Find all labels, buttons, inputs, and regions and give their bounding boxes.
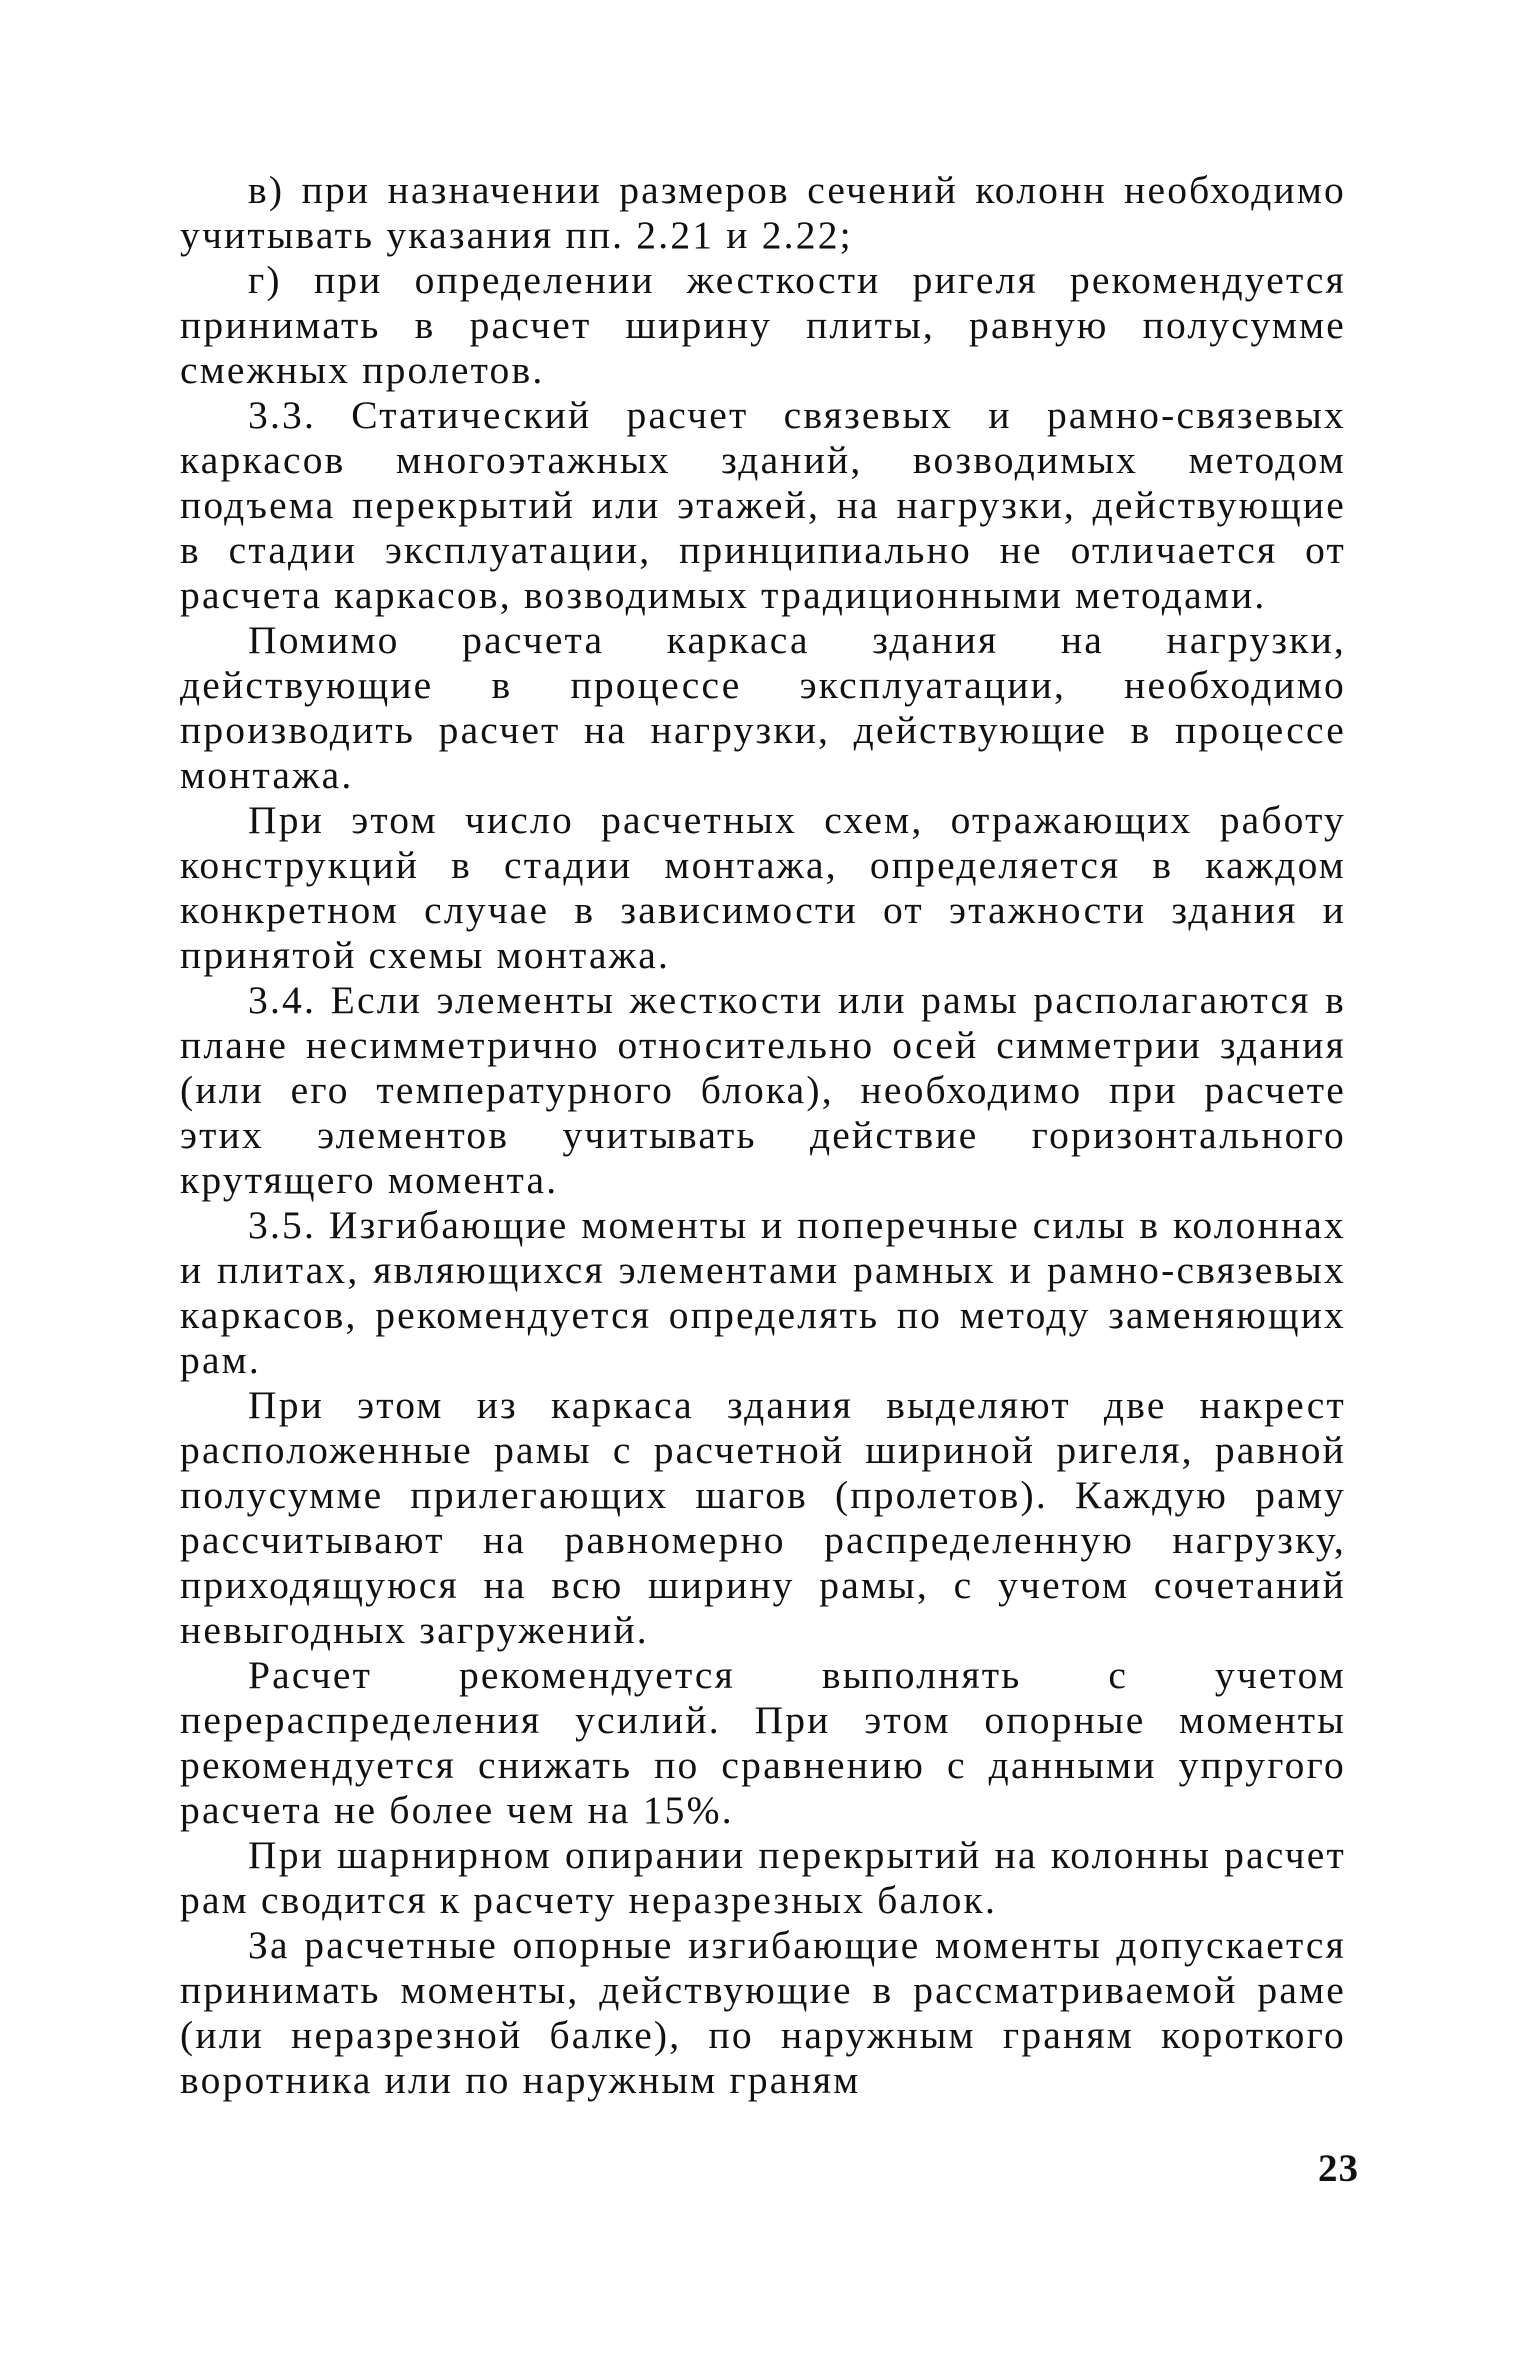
paragraph-3-3: 3.3. Статический расчет связевых и рамно-связевых каркасов многоэтажных зданий, возводимых методом подъема перекрытий или этажей, на нагрузки, действующие в стадии эксплуатации, принципиально не отличается от расчета каркасов, возводимых традиционными методами. — [180, 393, 1346, 617]
paragraph-redistribution: Расчет рекомендуется выполнять с учетом перераспределения усилий. При этом опорные моменты рекомендуется снижать по сравнению с данными упругого расчета не более чем на 15%. — [180, 1653, 1346, 1832]
paragraph-clause-g: г) при определении жесткости ригеля рекомендуется принимать в расчет ширину плиты, равную полусумме смежных пролетов. — [180, 258, 1346, 392]
paragraph-hinged-support: При шарнирном опирании перекрытий на колонны расчет рам сводится к расчету неразрезных балок. — [180, 1833, 1346, 1922]
page-number: 23 — [1318, 2147, 1359, 2190]
paragraph-substitute-frames: При этом из каркаса здания выделяют две накрест расположенные рамы с расчетной шириной ригеля, равной полусумме прилегающих шагов (пролетов). Каждую раму рассчитывают на равномерно распределенную нагрузку, приходящуюся на всю ширину рамы, с учетом сочетаний невыгодных загружений. — [180, 1383, 1346, 1652]
paragraph-clause-v: в) при назначении размеров сечений колонн необходимо учитывать указания пп. 2.21 и 2.22; — [180, 168, 1346, 257]
paragraph-design-schemes: При этом число расчетных схем, отражающих работу конструкций в стадии монтажа, определяется в каждом конкретном случае в зависимости от этажности здания и принятой схемы монтажа. — [180, 798, 1346, 977]
body-text — [180, 168, 1346, 2103]
paragraph-support-moments: За расчетные опорные изгибающие моменты допускается принимать моменты, действующие в рассматриваемой раме (или неразрезной балке), по наружным граням короткого воротника или по наружным граням — [180, 1923, 1346, 2102]
paragraph-3-5: 3.5. Изгибающие моменты и поперечные силы в колоннах и плитах, являющихся элементами рамных и рамно-связевых каркасов, рекомендуется определять по методу заменяющих рам. — [180, 1203, 1346, 1382]
paragraph-mounting-loads: Помимо расчета каркаса здания на нагрузки, действующие в процессе эксплуатации, необходимо производить расчет на нагрузки, действующие в процессе монтажа. — [180, 618, 1346, 797]
paragraph-3-4: 3.4. Если элементы жесткости или рамы располагаются в плане несимметрично относительно осей симметрии здания (или его температурного блока), необходимо при расчете этих элементов учитывать действие горизонтального крутящего момента. — [180, 978, 1346, 1202]
